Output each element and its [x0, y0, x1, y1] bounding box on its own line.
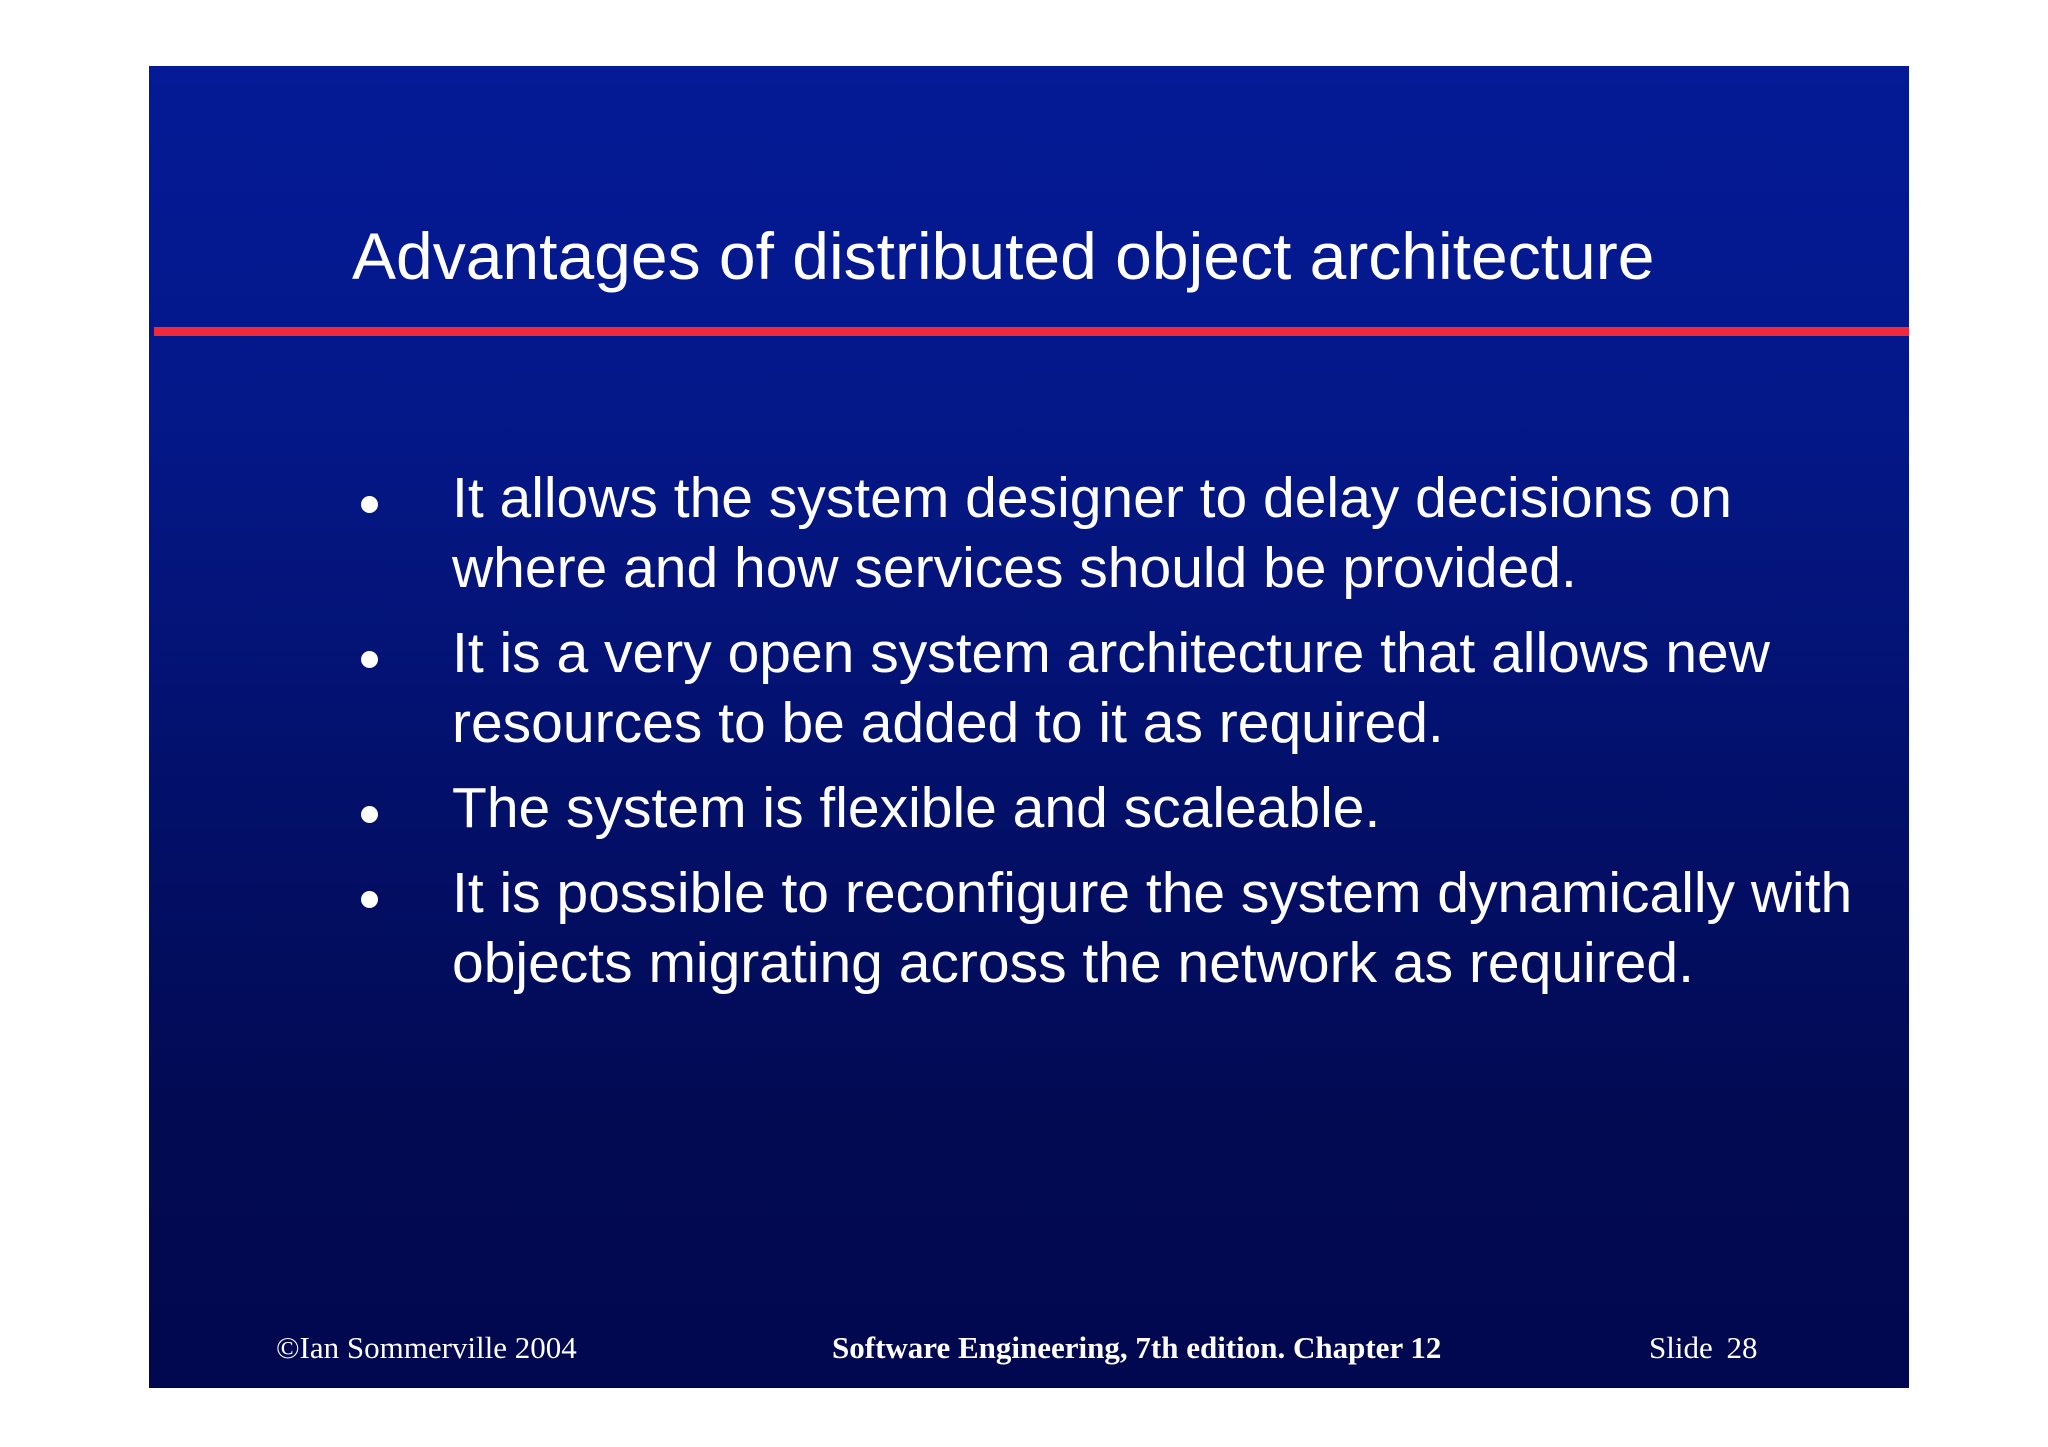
bullet-text: It allows the system designer to delay decisions on where and how services should be provided. [452, 466, 1732, 600]
bullet-dot-icon [361, 651, 378, 668]
bullet-item [352, 773, 1872, 843]
slide [149, 66, 1909, 1388]
bullet-item [352, 858, 1872, 998]
bullet-text: The system is flexible and scaleable. [452, 776, 1381, 840]
bullet-item [352, 463, 1872, 603]
title-underline-rule [154, 327, 1909, 336]
footer-book-title: Software Engineering, 7th edition. Chapter 12 [832, 1330, 1442, 1365]
bullet-text: It is possible to reconfigure the system dynamically with objects migrating across the network as required. [452, 861, 1853, 995]
bullet-item [352, 618, 1872, 758]
bullet-dot-icon [361, 891, 378, 908]
footer-slide-number: Slide 28 [1649, 1330, 1758, 1365]
bullet-text: It is a very open system architecture that allows new resources to be added to it as required. [452, 621, 1770, 755]
footer-copyright: ©Ian Sommerville 2004 [276, 1330, 577, 1365]
bullet-list [352, 463, 1872, 1013]
slide-title: Advantages of distributed object architecture [352, 219, 1655, 293]
bullet-dot-icon [361, 496, 378, 513]
bullet-dot-icon [361, 806, 378, 823]
